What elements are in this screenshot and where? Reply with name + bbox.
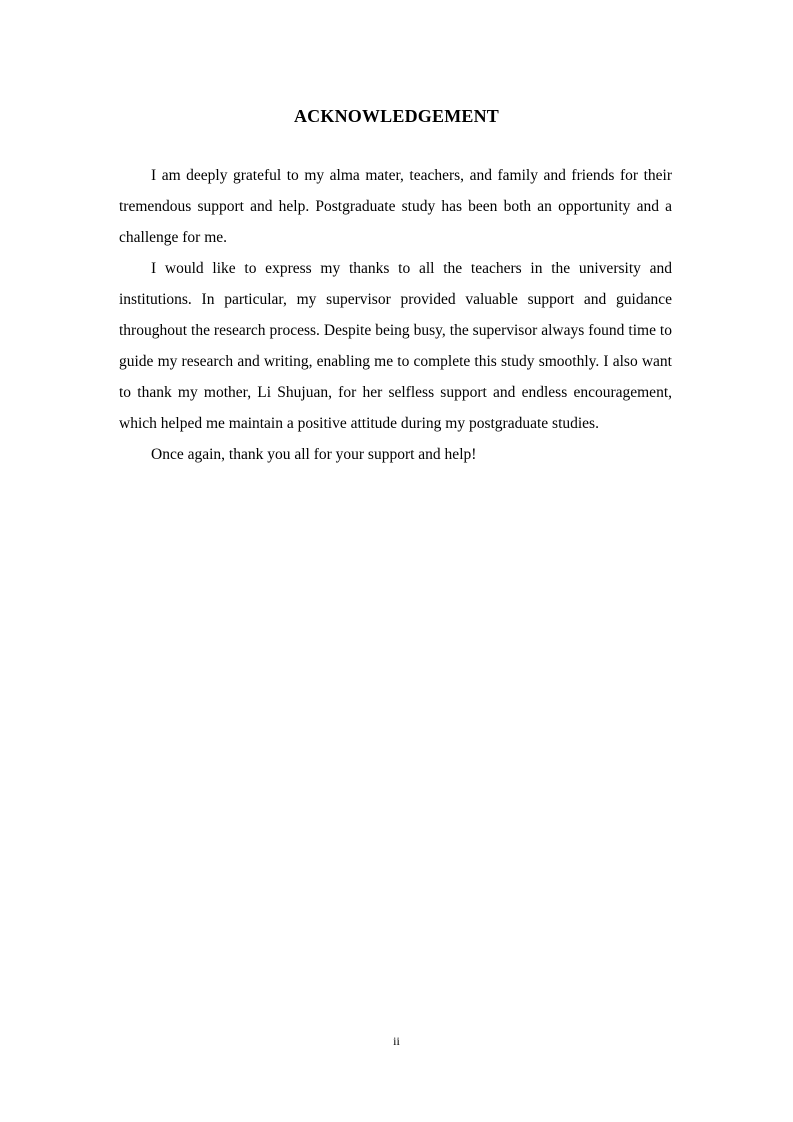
paragraph-closing: Once again, thank you all for your support and help! bbox=[151, 446, 477, 463]
body-text bbox=[119, 160, 672, 470]
paragraph-thanks-teachers: I would like to express my thanks to all the teachers in the university and institutions. In particular, my supervisor provided valuable support and guidance throughout the research process. Despite being busy, the supervisor always found time to guide my research and writing, enabling me to complete this study smoothly. I also want to thank my mother, Li Shujuan, for her selfless support and endless encouragement, which helped me maintain a positive attitude during my postgraduate studies. bbox=[119, 260, 672, 432]
paragraph-gratitude: I am deeply grateful to my alma mater, teachers, and family and friends for their tremendous support and help. Postgraduate study has been both an opportunity and a challenge for me. bbox=[119, 167, 672, 246]
page-number: ii bbox=[393, 1034, 400, 1048]
page-title: ACKNOWLEDGEMENT bbox=[293, 106, 500, 126]
